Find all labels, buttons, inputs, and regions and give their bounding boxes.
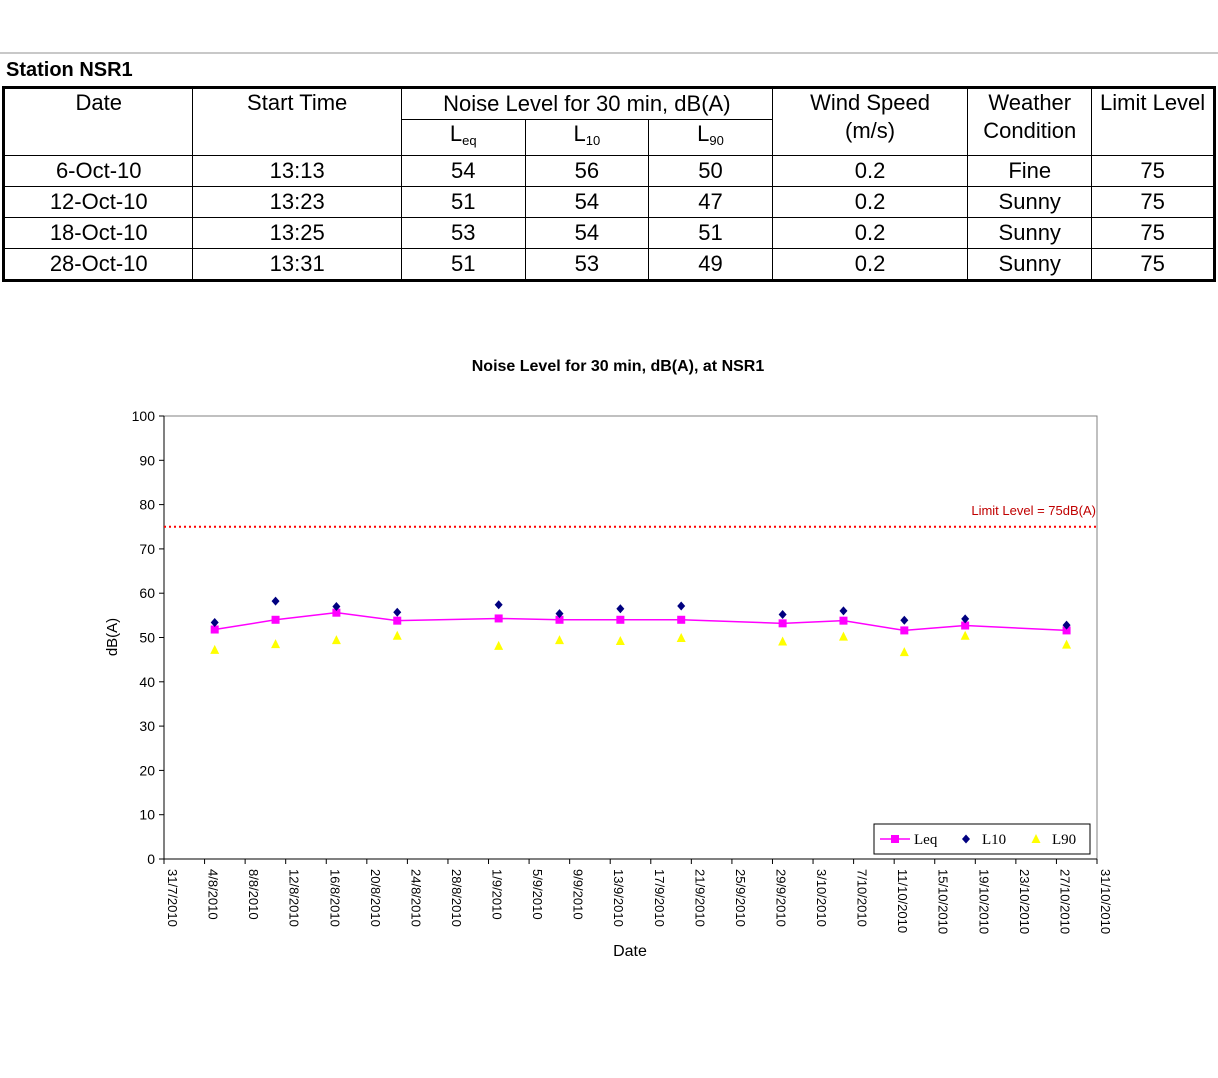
header-row xyxy=(4,88,1215,120)
chart-title: Noise Level for 30 min, dB(A), at NSR1 xyxy=(471,358,765,375)
header-limit-level: Limit Level xyxy=(1092,88,1215,156)
chart-legend xyxy=(874,824,1090,854)
header-l10 xyxy=(525,120,649,156)
header-noise-level: Noise Level for 30 min, dB(A) xyxy=(401,88,772,120)
cell-wind: 0.2 xyxy=(772,218,968,249)
header-date: Date xyxy=(4,88,193,156)
cell-limit: 75 xyxy=(1092,187,1215,218)
cell-wind: 0.2 xyxy=(772,187,968,218)
x-tick-label: 3/10/2010 xyxy=(814,869,830,927)
y-tick-label: 50 xyxy=(139,629,155,646)
cell-l90: 50 xyxy=(649,156,773,187)
legend-label-leq: Leq xyxy=(914,832,938,848)
x-tick-label: 29/9/2010 xyxy=(773,869,789,927)
x-tick-label: 4/8/2010 xyxy=(205,869,221,920)
x-tick-label: 21/9/2010 xyxy=(692,869,708,927)
table-row xyxy=(4,187,1215,218)
cell-limit: 75 xyxy=(1092,218,1215,249)
cell-date: 28-Oct-10 xyxy=(4,249,193,281)
cell-leq: 54 xyxy=(401,156,525,187)
noise-level-chart xyxy=(0,340,1218,980)
x-tick-label: 19/10/2010 xyxy=(976,869,992,935)
y-tick-label: 0 xyxy=(147,851,155,867)
legend-marker-leq xyxy=(891,835,899,843)
cell-leq: 53 xyxy=(401,218,525,249)
leq-base: L xyxy=(449,121,463,146)
data-point-leq xyxy=(677,616,685,624)
x-tick-label: 24/8/2010 xyxy=(408,869,424,927)
y-tick-label: 20 xyxy=(139,762,155,779)
cell-l10: 53 xyxy=(525,249,649,281)
limit-label: Limit Level = 75dB(A) xyxy=(971,502,1096,518)
l10-base: L xyxy=(573,121,586,146)
l90-base: L xyxy=(697,121,710,146)
x-tick-label: 12/8/2010 xyxy=(286,869,302,927)
cell-leq: 51 xyxy=(401,187,525,218)
plot-area xyxy=(164,416,1097,859)
x-tick-label: 20/8/2010 xyxy=(367,869,383,927)
x-tick-label: 5/9/2010 xyxy=(530,869,546,920)
cell-weather: Sunny xyxy=(968,187,1092,218)
cell-date: 18-Oct-10 xyxy=(4,218,193,249)
legend-label-l90: L90 xyxy=(1052,832,1077,848)
x-axis xyxy=(164,859,1113,934)
cell-weather: Fine xyxy=(968,156,1092,187)
header-wind-line1: Wind Speed xyxy=(810,90,930,115)
cell-limit: 75 xyxy=(1092,156,1215,187)
y-tick-label: 100 xyxy=(131,408,155,424)
header-weather xyxy=(968,88,1092,156)
cell-l10: 56 xyxy=(525,156,649,187)
x-tick-label: 11/10/2010 xyxy=(895,869,911,934)
cell-date: 12-Oct-10 xyxy=(4,187,193,218)
cell-l90: 47 xyxy=(649,187,773,218)
y-tick-label: 40 xyxy=(139,673,155,690)
x-tick-label: 28/8/2010 xyxy=(448,869,464,927)
x-tick-label: 31/10/2010 xyxy=(1098,869,1113,935)
l90-sub: 90 xyxy=(709,133,724,148)
x-tick-label: 15/10/2010 xyxy=(935,869,951,935)
data-point-leq xyxy=(616,616,624,624)
cell-l10: 54 xyxy=(525,218,649,249)
y-tick-label: 60 xyxy=(139,585,155,602)
x-tick-label: 27/10/2010 xyxy=(1057,869,1073,935)
cell-leq: 51 xyxy=(401,249,525,281)
table-row xyxy=(4,249,1215,281)
station-title: Station NSR1 xyxy=(6,59,133,81)
x-tick-label: 31/7/2010 xyxy=(165,869,180,927)
y-axis xyxy=(132,408,164,867)
x-tick-label: 16/8/2010 xyxy=(327,869,343,927)
x-tick-label: 9/9/2010 xyxy=(570,869,586,920)
header-leq xyxy=(401,120,525,156)
x-tick-label: 13/9/2010 xyxy=(611,869,627,927)
data-point-leq xyxy=(900,626,908,634)
cell-time: 13:31 xyxy=(193,249,401,281)
header-start-time: Start Time xyxy=(193,88,401,156)
x-tick-label: 23/10/2010 xyxy=(1016,869,1032,935)
y-tick-label: 30 xyxy=(139,718,155,735)
legend-label-l10: L10 xyxy=(982,832,1007,848)
y-tick-label: 70 xyxy=(139,540,155,557)
cell-l90: 49 xyxy=(649,249,773,281)
x-axis-label: Date xyxy=(613,943,647,960)
l10-sub: 10 xyxy=(585,133,601,148)
cell-weather: Sunny xyxy=(968,218,1092,249)
cell-l10: 54 xyxy=(525,187,649,218)
data-point-leq xyxy=(495,614,503,622)
cell-limit: 75 xyxy=(1092,249,1215,281)
header-l90 xyxy=(649,120,773,156)
cell-wind: 0.2 xyxy=(772,249,968,281)
x-tick-label: 8/8/2010 xyxy=(246,869,262,920)
noise-data-table xyxy=(2,86,1216,282)
table-row xyxy=(4,156,1215,187)
table-row xyxy=(4,218,1215,249)
data-point-leq xyxy=(393,617,401,625)
cell-time: 13:13 xyxy=(193,156,401,187)
cell-time: 13:25 xyxy=(193,218,401,249)
header-wind-speed xyxy=(772,88,968,156)
header-wind-line2: (m/s) xyxy=(845,118,896,143)
data-point-leq xyxy=(779,619,787,627)
header-weather-line2: Condition xyxy=(983,118,1077,143)
cell-l90: 51 xyxy=(649,218,773,249)
y-axis-label: dB(A) xyxy=(104,617,121,657)
cell-time: 13:23 xyxy=(193,187,401,218)
y-tick-label: 80 xyxy=(139,496,155,513)
x-tick-label: 17/9/2010 xyxy=(651,869,667,927)
data-point-leq xyxy=(272,616,280,624)
cell-date: 6-Oct-10 xyxy=(4,156,193,187)
x-tick-label: 1/9/2010 xyxy=(489,869,505,920)
data-point-leq xyxy=(839,617,847,625)
leq-sub: eq xyxy=(462,133,477,148)
x-tick-label: 25/9/2010 xyxy=(732,869,748,927)
y-tick-label: 90 xyxy=(139,452,155,469)
cell-weather: Sunny xyxy=(968,249,1092,281)
header-weather-line1: Weather xyxy=(988,90,1072,115)
x-tick-label: 7/10/2010 xyxy=(854,869,870,927)
y-tick-label: 10 xyxy=(139,806,155,823)
top-rule xyxy=(0,52,1218,54)
cell-wind: 0.2 xyxy=(772,156,968,187)
